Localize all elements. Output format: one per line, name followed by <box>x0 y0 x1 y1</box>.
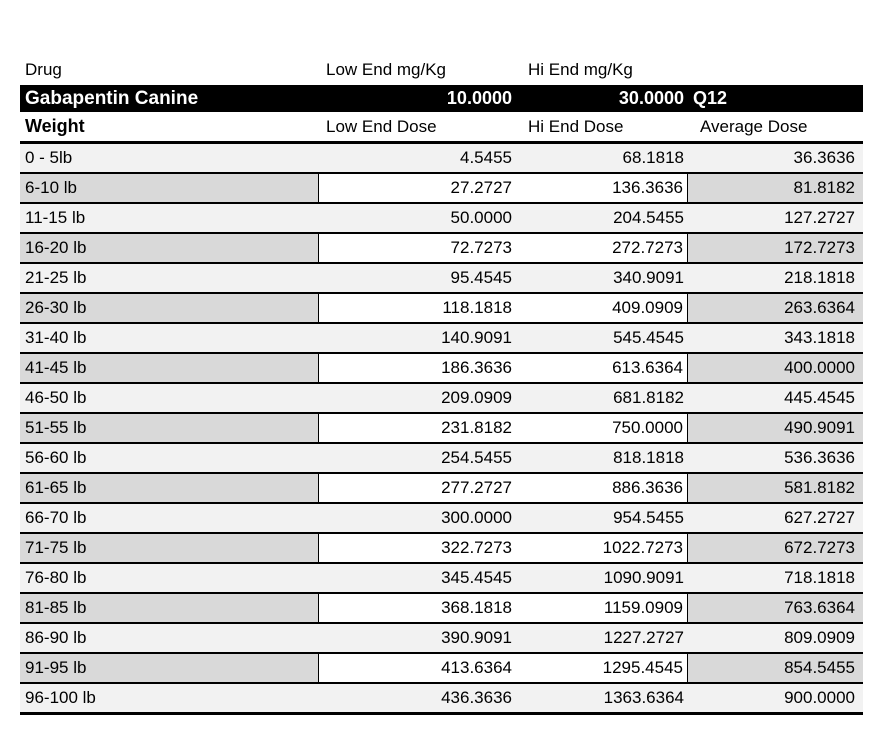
avg-dose-cell: 490.9091 <box>688 414 863 444</box>
hi-dose-cell: 1022.7273 <box>516 534 688 564</box>
avg-dose-cell: 581.8182 <box>688 474 863 504</box>
hi-dose-cell: 340.9091 <box>516 264 688 294</box>
avg-dose-cell: 672.7273 <box>688 534 863 564</box>
weight-cell: 71-75 lb <box>20 534 318 564</box>
low-end-mgkg-value: 10.0000 <box>318 85 516 112</box>
weight-cell: 76-80 lb <box>20 564 318 594</box>
table-row <box>20 594 863 624</box>
hi-dose-cell: 204.5455 <box>516 204 688 234</box>
low-dose-cell: 118.1818 <box>318 294 516 324</box>
weight-cell: 16-20 lb <box>20 234 318 264</box>
avg-dose-cell: 218.1818 <box>688 264 863 294</box>
weight-cell: 86-90 lb <box>20 624 318 654</box>
low-end-mgkg-header: Low End mg/Kg <box>318 55 516 85</box>
weight-header: Weight <box>20 112 318 144</box>
low-dose-cell: 254.5455 <box>318 444 516 474</box>
table-row <box>20 384 863 414</box>
avg-dose-cell: 400.0000 <box>688 354 863 384</box>
hi-dose-cell: 68.1818 <box>516 144 688 174</box>
weight-cell: 66-70 lb <box>20 504 318 534</box>
hi-dose-cell: 409.0909 <box>516 294 688 324</box>
low-end-dose-header: Low End Dose <box>318 112 516 144</box>
hi-dose-cell: 681.8182 <box>516 384 688 414</box>
hi-dose-cell: 1090.9091 <box>516 564 688 594</box>
weight-cell: 91-95 lb <box>20 654 318 684</box>
weight-cell: 6-10 lb <box>20 174 318 204</box>
avg-dose-cell: 445.4545 <box>688 384 863 414</box>
table-row <box>20 534 863 564</box>
weight-cell: 11-15 lb <box>20 204 318 234</box>
table-row <box>20 174 863 204</box>
hi-dose-cell: 886.3636 <box>516 474 688 504</box>
avg-dose-cell: 627.2727 <box>688 504 863 534</box>
drug-name: Gabapentin Canine <box>20 85 318 112</box>
weight-cell: 31-40 lb <box>20 324 318 354</box>
table-row <box>20 324 863 354</box>
table-row <box>20 624 863 654</box>
weight-cell: 61-65 lb <box>20 474 318 504</box>
low-dose-cell: 345.4545 <box>318 564 516 594</box>
hi-end-dose-header: Hi End Dose <box>516 112 688 144</box>
avg-dose-cell: 343.1818 <box>688 324 863 354</box>
hi-dose-cell: 954.5455 <box>516 504 688 534</box>
low-dose-cell: 300.0000 <box>318 504 516 534</box>
low-dose-cell: 72.7273 <box>318 234 516 264</box>
low-dose-cell: 95.4545 <box>318 264 516 294</box>
avg-dose-cell: 854.5455 <box>688 654 863 684</box>
hi-dose-cell: 136.3636 <box>516 174 688 204</box>
weight-cell: 81-85 lb <box>20 594 318 624</box>
avg-dose-cell: 172.7273 <box>688 234 863 264</box>
avg-dose-cell: 36.3636 <box>688 144 863 174</box>
low-dose-cell: 390.9091 <box>318 624 516 654</box>
hi-dose-cell: 1295.4545 <box>516 654 688 684</box>
low-dose-cell: 209.0909 <box>318 384 516 414</box>
avg-dose-cell: 900.0000 <box>688 684 863 715</box>
low-dose-cell: 27.2727 <box>318 174 516 204</box>
avg-dose-cell: 263.6364 <box>688 294 863 324</box>
hi-end-mgkg-header: Hi End mg/Kg <box>516 55 688 85</box>
table-row <box>20 204 863 234</box>
avg-dose-cell: 81.8182 <box>688 174 863 204</box>
table-row <box>20 654 863 684</box>
table-row <box>20 474 863 504</box>
table-row <box>20 504 863 534</box>
avg-dose-cell: 718.1818 <box>688 564 863 594</box>
low-dose-cell: 368.1818 <box>318 594 516 624</box>
drug-title-bar <box>20 85 863 112</box>
low-dose-cell: 50.0000 <box>318 204 516 234</box>
low-dose-cell: 436.3636 <box>318 684 516 715</box>
table-row <box>20 144 863 174</box>
empty-header-cell <box>688 55 863 85</box>
weight-cell: 56-60 lb <box>20 444 318 474</box>
weight-cell: 46-50 lb <box>20 384 318 414</box>
avg-dose-cell: 127.2727 <box>688 204 863 234</box>
low-dose-cell: 4.5455 <box>318 144 516 174</box>
low-dose-cell: 231.8182 <box>318 414 516 444</box>
average-dose-header: Average Dose <box>688 112 863 144</box>
avg-dose-cell: 809.0909 <box>688 624 863 654</box>
dose-header-row <box>20 112 863 144</box>
hi-end-mgkg-value: 30.0000 <box>516 85 688 112</box>
hi-dose-cell: 818.1818 <box>516 444 688 474</box>
low-dose-cell: 322.7273 <box>318 534 516 564</box>
table-row <box>20 354 863 384</box>
table-row <box>20 414 863 444</box>
low-dose-cell: 140.9091 <box>318 324 516 354</box>
hi-dose-cell: 545.4545 <box>516 324 688 354</box>
weight-cell: 26-30 lb <box>20 294 318 324</box>
dose-table <box>20 55 863 715</box>
hi-dose-cell: 272.7273 <box>516 234 688 264</box>
weight-cell: 0 - 5lb <box>20 144 318 174</box>
drug-header-row <box>20 55 863 85</box>
hi-dose-cell: 750.0000 <box>516 414 688 444</box>
dose-frequency: Q12 <box>688 85 863 112</box>
table-row <box>20 264 863 294</box>
weight-cell: 41-45 lb <box>20 354 318 384</box>
low-dose-cell: 277.2727 <box>318 474 516 504</box>
weight-cell: 21-25 lb <box>20 264 318 294</box>
weight-cell: 51-55 lb <box>20 414 318 444</box>
drug-column-header: Drug <box>20 55 318 85</box>
hi-dose-cell: 1227.2727 <box>516 624 688 654</box>
avg-dose-cell: 763.6364 <box>688 594 863 624</box>
avg-dose-cell: 536.3636 <box>688 444 863 474</box>
weight-cell: 96-100 lb <box>20 684 318 715</box>
table-row <box>20 294 863 324</box>
table-row <box>20 564 863 594</box>
table-row <box>20 684 863 715</box>
low-dose-cell: 186.3636 <box>318 354 516 384</box>
hi-dose-cell: 1159.0909 <box>516 594 688 624</box>
hi-dose-cell: 613.6364 <box>516 354 688 384</box>
hi-dose-cell: 1363.6364 <box>516 684 688 715</box>
table-row <box>20 444 863 474</box>
table-row <box>20 234 863 264</box>
low-dose-cell: 413.6364 <box>318 654 516 684</box>
